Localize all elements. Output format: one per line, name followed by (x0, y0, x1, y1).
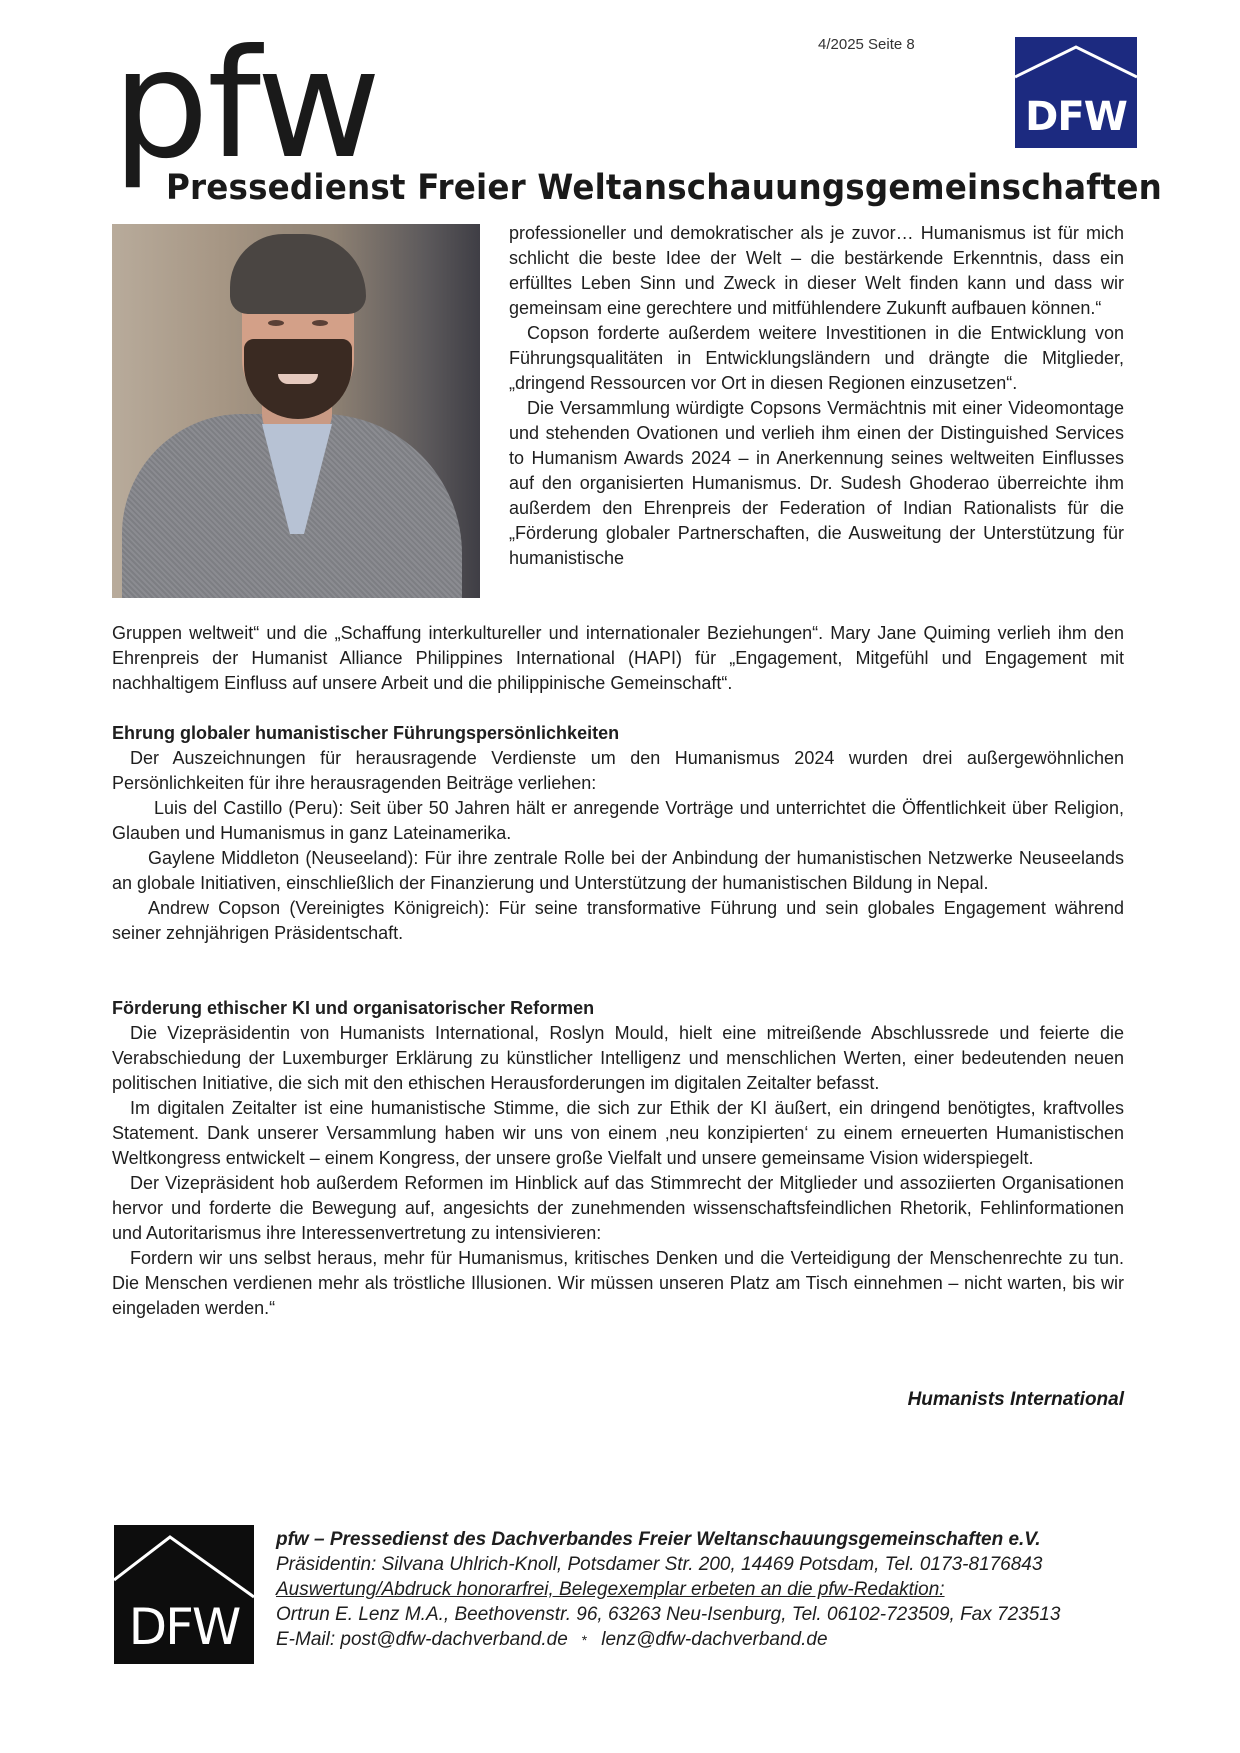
imprint-president: Präsidentin: Silvana Uhlrich-Knoll, Potsdamer Str. 200, 14469 Potsdam, Tel. 0173-8176843 (276, 1554, 1043, 1575)
dfw-logo-text: DFW (1025, 94, 1127, 140)
masthead-title: Pressedienst Freier Weltanschauungsgemeinschaften (166, 168, 1162, 208)
section-intro: Der Auszeichnungen für herausragende Verdienste um den Humanismus 2024 wurden drei außergewöhnlichen Persönlichkeiten für ihre herausragenden Beiträge verliehen: (112, 748, 1124, 793)
photo-mouth (278, 374, 318, 384)
email-link-lenz[interactable]: lenz@dfw-dachverband.de (601, 1629, 828, 1650)
article-paragraph: Gruppen weltweit“ und die „Schaffung interkultureller und internationaler Beziehungen“. Mary Jane Quiming verlieh ihm den Ehrenpreis der Humanist Alliance Philippines International (HAPI) für „Engagement, Mitgefühl und Engagement mit nachhaltigem Einfluss auf unsere Arbeit und die philippinische Gemeinschaft“. (112, 623, 1124, 693)
imprint-notice: Auswertung/Abdruck honorarfrei, Belegexemplar erbeten an die pfw-Redaktion: (276, 1579, 945, 1600)
article-wrap-column (509, 221, 1124, 571)
article-source: Humanists International (907, 1389, 1124, 1410)
dfw-logo-footer (114, 1525, 254, 1664)
article-paragraph: professioneller und demokratischer als je zuvor… Humanismus ist für mich schlicht die beste Idee der Welt – die bestärkende Erkenntnis, dass ein erfülltes Leben Sinn und Zweck in dieser Welt finden kann und dass wir gemeinsam eine gerechtere und mitfühlendere Zukunft aufbauen können.“ (509, 223, 1124, 318)
photo-eye-right (312, 320, 328, 326)
imprint-editor: Ortrun E. Lenz M.A., Beethovenstr. 96, 63263 Neu-Isenburg, Tel. 06102-723509, Fax 723513 (276, 1604, 1061, 1625)
email-link-post[interactable]: E-Mail: post@dfw-dachverband.de (276, 1629, 568, 1650)
portrait-photo (112, 224, 480, 598)
photo-eye-left (268, 320, 284, 326)
honoree-entry: Luis del Castillo (Peru): Seit über 50 Jahren hält er anregende Vorträge und unterrichtet die Öffentlichkeit über Religion, Glauben und Humanismus in ganz Lateinamerika. (112, 798, 1124, 843)
dfw-logo-header (1015, 37, 1137, 148)
imprint-email-line (276, 1627, 1060, 1653)
article-paragraph: Im digitalen Zeitalter ist eine humanistische Stimme, die sich zur Ethik der KI äußert, ein dringend benötigtes, kraftvolles Statement. Dank unserer Versammlung haben wir uns von einem ‚neu konzipierten‘ zu einem erneuerten Humanistischen Weltkongress entwickelt – einem Kongress, der unsere große Vielfalt und unsere gemeinsame Vision widerspiegelt. (112, 1098, 1124, 1168)
separator-asterisk: * (581, 1632, 588, 1648)
imprint (276, 1527, 1060, 1653)
article-continuation (112, 621, 1124, 696)
article-paragraph: Die Vizepräsidentin von Humanists International, Roslyn Mould, hielt eine mitreißende Abschlussrede und feierte die Verabschiedung der Luxemburger Erklärung zu künstlicher Intelligenz und menschlichen Werten, einer bedeutenden neuen politischen Initiative, die sich mit den ethischen Herausforderungen im digitalen Zeitalter befasst. (112, 1023, 1124, 1093)
section-honorees (112, 721, 1124, 946)
section-heading: Ehrung globaler humanistischer Führungspersönlichkeiten (112, 723, 620, 743)
imprint-title: pfw – Pressedienst des Dachverbandes Freier Weltanschauungsgemeinschaften e.V. (276, 1529, 1041, 1550)
section-ethics-ai (112, 996, 1124, 1321)
article-paragraph: Copson forderte außerdem weitere Investitionen in die Entwicklung von Führungsqualitäten in Entwicklungsländern und drängte die Mitglieder, „dringend Ressourcen vor Ort in diesen Regionen einzusetzen“. (509, 323, 1124, 393)
issue-page-label: 4/2025 Seite 8 (818, 36, 915, 53)
photo-hair (230, 234, 366, 314)
dfw-logo-text: DFW (128, 1598, 240, 1656)
honoree-entry: Andrew Copson (Vereinigtes Königreich): Für seine transformative Führung und sein globales Engagement während seiner zehnjährigen Präsidentschaft. (112, 898, 1124, 943)
honoree-entry: Gaylene Middleton (Neuseeland): Für ihre zentrale Rolle bei der Anbindung der humanistischen Netzwerke Neuseelands an globale Initiativen, einschließlich der Finanzierung und Unterstützung der humanistischen Bildung in Nepal. (112, 848, 1124, 893)
pfw-logo: pfw (112, 18, 380, 192)
article-paragraph: Die Versammlung würdigte Copsons Vermächtnis mit einer Videomontage und stehenden Ovationen und verlieh ihm einen der Distinguished Services to Humanism Awards 2024 – in Anerkennung seines weltweiten Einflusses auf den organisierten Humanismus. Dr. Sudesh Ghoderao überreichte ihm außerdem den Ehrenpreis der Federation of Indian Rationalists für die „Förderung globaler Partnerschaften, die Ausweitung der Unterstützung für humanistische (509, 398, 1124, 568)
article-paragraph: Der Vizepräsident hob außerdem Reformen im Hinblick auf das Stimmrecht der Mitglieder und assoziierten Organisationen hervor und forderte die Bewegung auf, angesichts der zunehmenden wissenschaftsfeindlichen Rhetorik, Fehlinformationen und Autoritarismus ihre Interessenvertretung zu intensivieren: (112, 1173, 1124, 1243)
article-paragraph: Fordern wir uns selbst heraus, mehr für Humanismus, kritisches Denken und die Verteidigung der Menschenrechte zu tun. Die Menschen verdienen mehr als tröstliche Illusionen. Wir müssen unseren Platz am Tisch einnehmen – nicht warten, bis wir eingeladen werden.“ (112, 1248, 1124, 1318)
section-heading: Förderung ethischer KI und organisatorischer Reformen (112, 998, 595, 1018)
